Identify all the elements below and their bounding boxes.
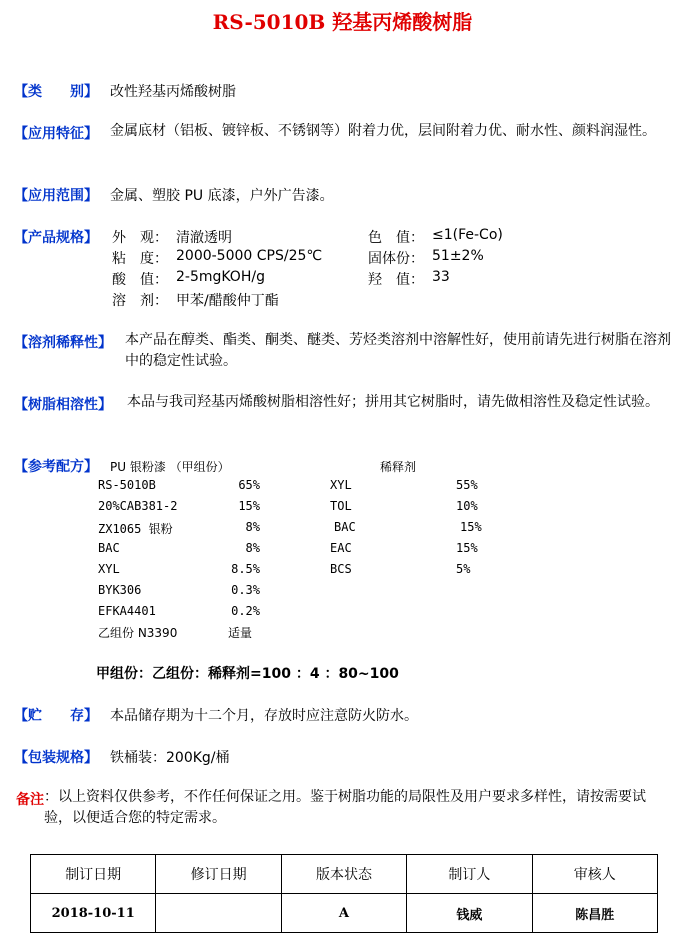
thinner-name: TOL <box>330 499 352 513</box>
category-text: 改性羟基丙烯酸树脂 <box>110 84 236 100</box>
revision-header: 版本状态 <box>281 855 406 894</box>
note-text: ：以上资料仅供参考，不作任何保证之用。鉴于树脂功能的局限性及用户要求多样性，请按需要试验，以便适合您的特定需求。 <box>44 789 646 826</box>
part-a-amount: 65% <box>238 478 260 492</box>
revision-author: 钱威 <box>407 894 532 933</box>
storage-label: 【贮 存】 <box>14 708 98 724</box>
features-label: 【应用特征】 <box>14 126 98 142</box>
part-a-amount: 适量 <box>228 626 253 640</box>
thinner-name: BCS <box>330 562 352 576</box>
formula-label: 【参考配方】 <box>14 459 98 475</box>
revision-header: 修订日期 <box>156 855 281 894</box>
thinner-amount: 10% <box>456 499 478 513</box>
spec-value-acid: 2-5mgKOH/g <box>176 269 265 285</box>
compat-label: 【树脂相溶性】 <box>14 397 112 413</box>
part-a-amount: 15% <box>238 499 260 513</box>
revision-date: 2018-10-11 <box>31 894 156 933</box>
part-a-name: 乙组份 N3390 <box>98 626 178 640</box>
spec-value-solids: 51±2% <box>432 248 484 264</box>
formula-thinner-header: 稀释剂 <box>380 460 417 474</box>
thinner-name: BAC <box>334 520 356 534</box>
spec-label-solids: 固体份： <box>368 251 424 267</box>
spec-value-appearance: 清澈透明 <box>176 230 232 246</box>
spec-label-color: 色 值： <box>368 230 424 246</box>
thinner-amount: 15% <box>456 541 478 555</box>
category-label: 【类 别】 <box>14 84 98 100</box>
revision-version: A <box>281 894 406 933</box>
part-a-name: BYK306 <box>98 583 142 597</box>
part-a-amount: 0.2% <box>231 604 260 618</box>
spec-label-acid: 酸 值： <box>112 272 168 288</box>
packing-label: 【包装规格】 <box>14 750 98 766</box>
formula-part-a-header: PU 银粉漆 （甲组份） <box>110 460 230 474</box>
part-a-name: 20%CAB381-2 <box>98 499 178 513</box>
part-a-name: EFKA4401 <box>98 604 156 618</box>
spec-value-hydroxyl: 33 <box>432 269 450 285</box>
spec-label-appearance: 外 观： <box>112 230 168 246</box>
thinner-name: EAC <box>330 541 352 555</box>
revision-header-row <box>31 855 658 894</box>
dilution-label: 【溶剂稀释性】 <box>14 335 112 351</box>
part-a-amount: 0.3% <box>231 583 260 597</box>
spec-label: 【产品规格】 <box>14 230 98 246</box>
revision-header: 审核人 <box>532 855 657 894</box>
part-a-amount: 8% <box>245 520 260 534</box>
packing-text: 铁桶装：200Kg/桶 <box>110 750 230 766</box>
part-a-amount: 8.5% <box>231 562 260 576</box>
part-a-amount: 8% <box>245 541 260 555</box>
thinner-amount: 5% <box>456 562 471 576</box>
spec-label-viscosity: 粘 度： <box>112 251 168 267</box>
revision-header: 制订人 <box>407 855 532 894</box>
part-a-name: RS-5010B <box>98 478 156 492</box>
dilution-text: 本产品在醇类、酯类、酮类、醚类、芳烃类溶剂中溶解性好，使用前请先进行树脂在溶剂中的稳定性试验。 <box>125 332 671 369</box>
storage-text: 本品储存期为十二个月，存放时应注意防火防水。 <box>110 708 418 724</box>
thinner-amount: 15% <box>460 520 482 534</box>
part-a-name: XYL <box>98 562 120 576</box>
page-title: RS-5010B 羟基丙烯酸树脂 <box>212 10 473 34</box>
spec-label-hydroxyl: 羟 值： <box>368 272 424 288</box>
thinner-name: XYL <box>330 478 352 492</box>
revision-modified-date <box>156 894 281 933</box>
features-text: 金属底材（铝板、镀锌板、不锈钢等）附着力优，层间附着力优、耐水性、颜料润湿性。 <box>110 123 656 139</box>
note-label: 备注 <box>16 792 44 808</box>
thinner-amount: 55% <box>456 478 478 492</box>
spec-value-viscosity: 2000-5000 CPS/25℃ <box>176 248 323 264</box>
revision-reviewer: 陈昌胜 <box>532 894 657 933</box>
range-text: 金属、塑胶 PU 底漆，户外广告漆。 <box>110 188 334 204</box>
spec-value-solvent: 甲苯/醋酸仲丁酯 <box>176 293 279 309</box>
part-a-name: ZX1065 银粉 <box>98 522 173 536</box>
mix-ratio: 甲组份：乙组份：稀释剂=100 ：4 ：80~100 <box>96 666 399 682</box>
spec-value-color: ≤1(Fe-Co) <box>432 227 503 243</box>
range-label: 【应用范围】 <box>14 188 98 204</box>
revision-value-row <box>31 894 658 933</box>
compat-text: 本品与我司羟基丙烯酸树脂相溶性好；拼用其它树脂时，请先做相溶性及稳定性试验。 <box>127 394 659 410</box>
revision-header: 制订日期 <box>31 855 156 894</box>
spec-label-solvent: 溶 剂： <box>112 293 168 309</box>
revision-table <box>30 854 658 933</box>
part-a-name: BAC <box>98 541 120 555</box>
